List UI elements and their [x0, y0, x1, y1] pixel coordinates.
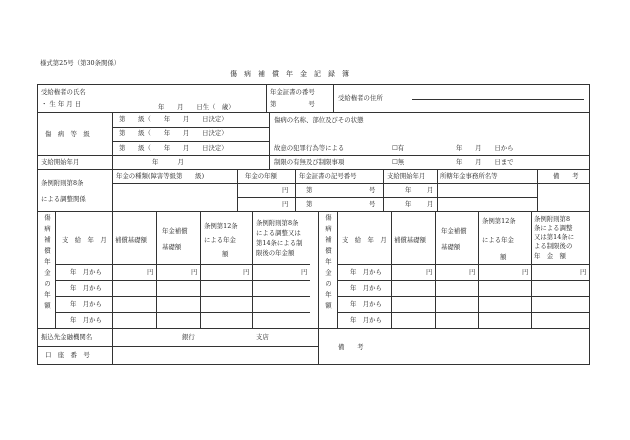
rule [295, 169, 296, 211]
col-adj: よる制限後の [534, 242, 573, 250]
col-pension-base: 年金補償 [162, 227, 188, 235]
side-label-right: 傷病補償年金の年額 [324, 214, 332, 313]
yen-mark: 円 [282, 200, 289, 208]
birth-label: ・ 生 年 月 日 [41, 100, 82, 108]
col-pension-base: 基礎額 [441, 243, 461, 251]
adj-label-2: による調整関係 [41, 195, 86, 203]
rule [252, 211, 253, 328]
pension-amount-label: 年金の年額 [245, 172, 277, 180]
year-mark: 年 [405, 200, 412, 208]
rule [266, 84, 267, 112]
rule [37, 211, 590, 212]
year-mark: 年 [405, 186, 412, 194]
start-label: 支給開始年月 [41, 158, 80, 166]
row-from: 年 月から [350, 316, 382, 324]
col-art12: 条例第12条 [204, 222, 238, 230]
row-from: 年 月から [350, 284, 382, 292]
rule [112, 169, 113, 211]
dai-mark: 第 [306, 186, 313, 194]
yen-mark: 円 [426, 268, 433, 276]
grade-label: 傷 病 等 級 [45, 130, 90, 138]
yen-mark: 円 [191, 268, 198, 276]
col-art12: による年金 [482, 236, 514, 244]
row-from: 年 月から [70, 268, 102, 276]
yen-mark: 円 [282, 186, 289, 194]
grade-row-1: 第 級（ 年 月 日決定） [119, 115, 228, 123]
row-from: 年 月から [70, 316, 102, 324]
rule [156, 211, 157, 328]
month-mark: 月 [427, 186, 434, 194]
rule [237, 197, 537, 198]
form-title: 傷 病 補 償 年 金 記 録 簿 [230, 70, 349, 78]
yen-mark: 円 [469, 268, 476, 276]
address-line [412, 99, 584, 100]
rule [478, 211, 479, 328]
form-id: 様式第25号（第30条関係） [40, 59, 121, 67]
pension-type-label: 年金の種類(障害等級第 級) [116, 172, 205, 180]
rule [55, 211, 56, 328]
rule [333, 84, 334, 112]
col-art12: による年金 [204, 236, 236, 244]
month-mark: 月 [427, 200, 434, 208]
row-from: 年 月から [70, 284, 102, 292]
col-payment-month: 支 給 年 月 [62, 236, 107, 244]
col-adj: 条による調整 [534, 224, 573, 232]
rule [55, 280, 310, 281]
gou-mark: 号 [369, 200, 376, 208]
col-payment-month: 支 給 年 月 [342, 236, 387, 244]
col-adj: 又は第14条に [534, 233, 575, 241]
rule [337, 211, 338, 328]
rule [531, 211, 532, 328]
grade-row-3: 第 級（ 年 月 日決定） [119, 144, 228, 152]
gou-mark: 号 [369, 186, 376, 194]
rule [112, 211, 113, 328]
col-pension-base: 基礎額 [162, 243, 182, 251]
yen-mark: 円 [243, 268, 250, 276]
rule [437, 169, 438, 211]
crime-no: ☐無 [392, 158, 405, 166]
yen-mark: 円 [147, 268, 154, 276]
adj-label-1: 条例附則第8条 [41, 179, 84, 187]
yen-mark: 円 [522, 268, 529, 276]
rule [37, 346, 318, 347]
col-art12: 条例第12条 [482, 217, 516, 225]
rule [112, 127, 269, 128]
yen-mark: 円 [301, 268, 308, 276]
col-adj: 条例附則第8 [534, 215, 571, 223]
bottom-remarks: 備 考 [338, 343, 364, 351]
pay-start-label: 支給開始年月 [387, 172, 426, 180]
rule [391, 211, 392, 328]
col-pension-base: 年金補償 [441, 227, 467, 235]
rule [112, 112, 113, 169]
col-adj: による調整又は [256, 229, 301, 237]
disease-label: 傷病の名称、部位及びその状態 [274, 116, 364, 124]
rule [200, 211, 201, 328]
rule [55, 312, 310, 313]
rule [435, 211, 436, 328]
from-date: 年 月 日から [456, 144, 514, 152]
col-adj: 条例附則第8条 [256, 219, 299, 227]
rule [589, 84, 590, 364]
bank-value: 銀行 [182, 333, 195, 341]
recipient-name-label: 受給権者の氏名 [41, 88, 86, 96]
branch-value: 支店 [256, 333, 269, 341]
rule [237, 169, 238, 211]
rule [37, 155, 590, 156]
rule [269, 112, 270, 169]
rule [55, 264, 310, 265]
col-adj: 限後の年金額 [256, 249, 295, 257]
row-from: 年 月から [350, 300, 382, 308]
crime-label: 故意の犯罪行為等による [274, 144, 345, 152]
rule [37, 169, 590, 170]
side-label-left: 傷病補償年金の年額 [43, 214, 51, 313]
bank-label: 振込先金融機関名 [41, 333, 93, 341]
rule [383, 169, 384, 211]
rule [37, 364, 590, 365]
remarks-label: 備 考 [553, 172, 579, 180]
col-adj: 年 金 額 [534, 252, 566, 260]
rule [112, 183, 590, 184]
rule [37, 112, 590, 113]
rule [37, 84, 590, 85]
rule [55, 296, 310, 297]
col-base: 補償基礎額 [115, 236, 147, 244]
yen-mark: 円 [580, 268, 587, 276]
cert-no-label: 年金証書の番号 [270, 88, 315, 96]
address-label: 受給権者の住所 [338, 94, 383, 102]
rule [337, 296, 590, 297]
rule [112, 328, 113, 364]
col-adj: 第14条による制 [256, 239, 303, 247]
rule [537, 169, 538, 211]
dai-mark: 第 [306, 200, 313, 208]
col-art12: 額 [500, 253, 507, 261]
rule [337, 264, 590, 265]
cert-no-value: 第 号 [270, 100, 315, 108]
row-from: 年 月から [70, 300, 102, 308]
pension-cert-label: 年金証書の記号番号 [299, 172, 357, 180]
rule [337, 280, 590, 281]
restrict-label: 制限の有無及び制限事項 [274, 158, 345, 166]
col-art12: 額 [222, 250, 229, 258]
until-date: 年 月 日まで [456, 158, 514, 166]
col-base: 補償基礎額 [394, 236, 426, 244]
account-label: 口 座 番 号 [45, 351, 90, 359]
start-value: 年 月 [152, 158, 184, 166]
rule [112, 141, 269, 142]
rule [37, 328, 590, 329]
rule [337, 312, 590, 313]
office-label: 所轄年金事務所名等 [440, 172, 498, 180]
birth-value: 年 月 日生（ 歳） [158, 103, 235, 111]
crime-yes: ☐有 [392, 144, 405, 152]
grade-row-2: 第 級（ 年 月 日決定） [119, 129, 228, 137]
row-from: 年 月から [350, 268, 382, 276]
